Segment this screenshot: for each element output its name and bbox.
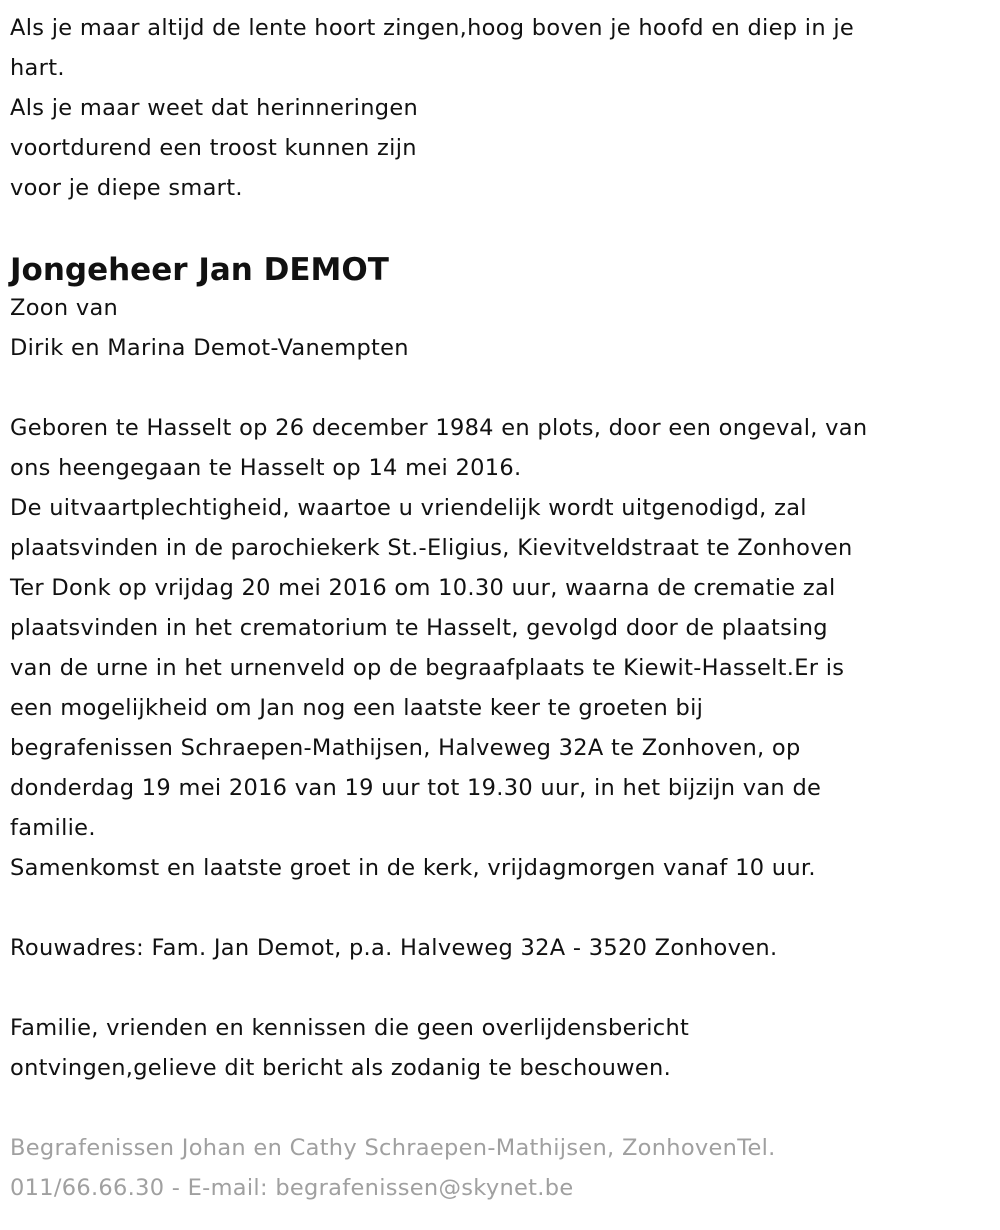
body-line: plaatsvinden in het crematorium te Hasselt, gevolgd door de plaatsing	[10, 615, 828, 641]
body-line: plaatsvinden in de parochiekerk St.-Eligius, Kievitveldstraat te Zonhoven	[10, 535, 853, 561]
funeral-details	[10, 408, 867, 888]
notice-line: ontvingen,gelieve dit bericht als zodanig te beschouwen.	[10, 1055, 672, 1081]
body-line: Ter Donk op vrijdag 20 mei 2016 om 10.30 uur, waarna de crematie zal	[10, 575, 836, 601]
body-line: donderdag 19 mei 2016 van 19 uur tot 19.30 uur, in het bijzijn van de	[10, 775, 822, 801]
body-line: De uitvaartplechtigheid, waartoe u vriendelijk wordt uitgenodigd, zal	[10, 495, 807, 521]
body-line: ons heengegaan te Hasselt op 14 mei 2016.	[10, 455, 522, 481]
obituary-document	[10, 8, 867, 1208]
funeral-home-footer	[10, 1128, 867, 1208]
parents-line: Zoon van	[10, 295, 119, 321]
spacer	[10, 888, 867, 928]
footer-line: Begrafenissen Johan en Cathy Schraepen-Mathijsen, ZonhovenTel.	[10, 1135, 776, 1161]
deceased-name: Jongeheer Jan DEMOT	[10, 252, 389, 288]
poem-line: hart.	[10, 55, 65, 81]
parents-line: Dirik en Marina Demot-Vanempten	[10, 335, 409, 361]
spacer	[10, 368, 867, 408]
body-line: Samenkomst en laatste groet in de kerk, vrijdagmorgen vanaf 10 uur.	[10, 855, 816, 881]
spacer	[10, 1088, 867, 1128]
body-line: Geboren te Hasselt op 26 december 1984 en plots, door een ongeval, van	[10, 415, 868, 441]
body-line: familie.	[10, 815, 96, 841]
spacer	[10, 208, 867, 248]
mourning-address: Rouwadres: Fam. Jan Demot, p.a. Halveweg 32A - 3520 Zonhoven.	[10, 935, 778, 961]
body-line: van de urne in het urnenveld op de begraafplaats te Kiewit-Hasselt.Er is	[10, 655, 845, 681]
body-line: een mogelijkheid om Jan nog een laatste keer te groeten bij	[10, 695, 704, 721]
poem-line: Als je maar altijd de lente hoort zingen,hoog boven je hoofd en diep in je	[10, 15, 855, 41]
notice-line: Familie, vrienden en kennissen die geen overlijdensbericht	[10, 1015, 690, 1041]
parents	[10, 288, 867, 368]
poem-line: Als je maar weet dat herinneringen	[10, 95, 419, 121]
notice	[10, 1008, 867, 1088]
poem	[10, 8, 867, 208]
body-line: begrafenissen Schraepen-Mathijsen, Halveweg 32A te Zonhoven, op	[10, 735, 801, 761]
spacer	[10, 968, 867, 1008]
poem-line: voortdurend een troost kunnen zijn	[10, 135, 417, 161]
poem-line: voor je diepe smart.	[10, 175, 243, 201]
footer-line: 011/66.66.30 - E-mail: begrafenissen@skynet.be	[10, 1175, 574, 1201]
